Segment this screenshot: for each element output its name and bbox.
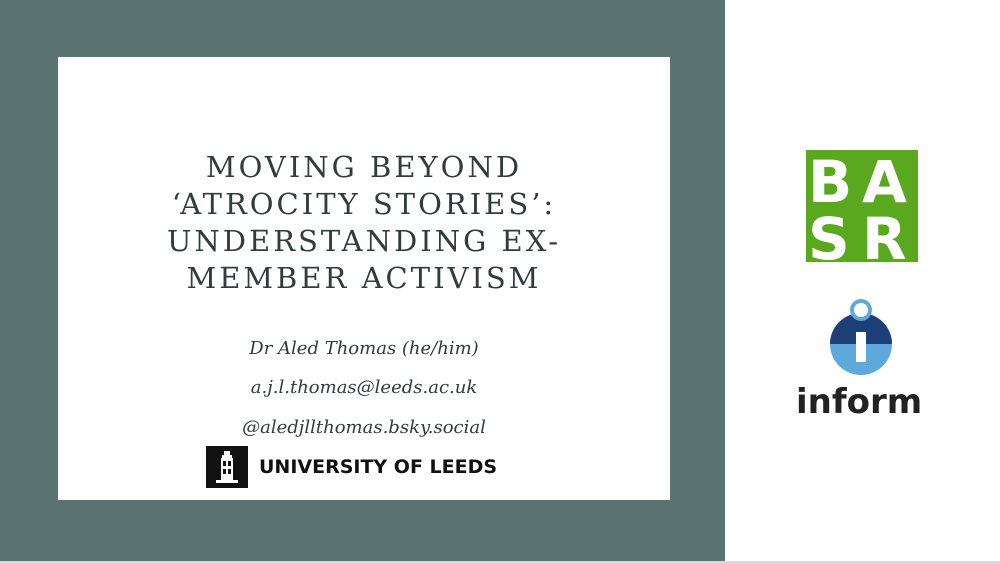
title-line: MEMBER ACTIVISM bbox=[186, 261, 542, 295]
slide-title bbox=[58, 149, 670, 297]
author-email: a.j.l.thomas@leeds.ac.uk bbox=[250, 377, 478, 398]
basr-logo-mark bbox=[806, 150, 918, 262]
title-line: UNDERSTANDING EX- bbox=[166, 224, 562, 258]
leeds-tower-icon bbox=[206, 446, 248, 488]
author-social-handle: @aledjllthomas.bsky.social bbox=[242, 417, 486, 438]
author-name: Dr Aled Thomas (he/him) bbox=[249, 338, 479, 359]
inform-logo bbox=[796, 298, 931, 428]
svg-text:A: A bbox=[862, 150, 907, 216]
svg-text:R: R bbox=[862, 205, 907, 262]
inform-person-icon bbox=[828, 298, 894, 378]
svg-text:S: S bbox=[808, 205, 850, 262]
title-card bbox=[58, 57, 670, 500]
basr-logo bbox=[806, 150, 918, 262]
svg-text:B: B bbox=[808, 150, 853, 216]
university-name: UNIVERSITY OF LEEDS bbox=[259, 456, 498, 478]
title-line: MOVING BEYOND bbox=[205, 150, 523, 184]
university-of-leeds-logo bbox=[206, 446, 497, 488]
title-line: ‘ATROCITY STORIES’: bbox=[171, 187, 557, 221]
inform-wordmark: inform bbox=[796, 382, 923, 422]
